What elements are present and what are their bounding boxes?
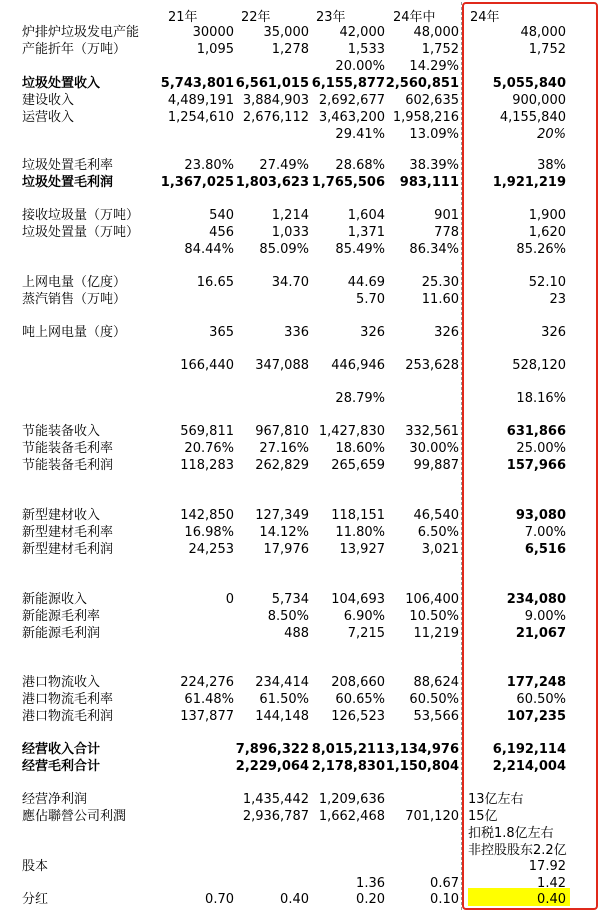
cell-3: 1,533 (347, 42, 385, 57)
cell-2: 2,229,064 (235, 759, 309, 774)
cell-3: 29.41% (335, 127, 385, 142)
cell-4: 901 (434, 208, 459, 223)
cell-3: 1,662,468 (318, 809, 385, 824)
cell-5: 1.42 (537, 876, 566, 891)
cell-3: 208,660 (331, 675, 385, 690)
note-text: 15亿 (468, 809, 498, 824)
cell-3: 42,000 (339, 25, 385, 40)
row-label: 新能源收入 (22, 592, 88, 607)
cell-4: 983,111 (399, 175, 459, 190)
cell-1: 569,811 (180, 424, 234, 439)
cell-4: 3,021 (421, 542, 459, 557)
cell-4: 88,624 (413, 675, 459, 690)
cell-4: 778 (434, 225, 459, 240)
cell-3: 6,155,877 (311, 76, 385, 91)
cell-5: 5,055,840 (492, 76, 566, 91)
row-label: 垃圾处置毛利润 (22, 175, 114, 190)
table-row (0, 224, 606, 241)
header-24h: 24年中 (393, 10, 436, 25)
cell-5: 4,155,840 (499, 110, 566, 125)
cell-1: 118,283 (180, 458, 234, 473)
table-row (0, 591, 606, 608)
row-label: 蒸汽销售（万吨） (22, 292, 127, 307)
row-label: 新能源毛利率 (22, 609, 101, 624)
cell-3: 8,015,211 (311, 742, 385, 757)
cell-2: 144,148 (255, 709, 309, 724)
cell-1: 0 (225, 592, 234, 607)
row-label: 节能装备收入 (22, 424, 101, 439)
row-label: 运营收入 (22, 110, 75, 125)
header-21: 21年 (168, 10, 198, 25)
cell-1: 456 (209, 225, 234, 240)
cell-2: 234,414 (255, 675, 309, 690)
cell-1: 5,743,801 (160, 76, 234, 91)
row-label: 经营收入合计 (22, 742, 101, 757)
cell-1: 224,276 (180, 675, 234, 690)
cell-2: 27.49% (259, 158, 309, 173)
cell-1: 137,877 (180, 709, 234, 724)
cell-4: 86.34% (409, 242, 459, 257)
cell-4: 53,566 (413, 709, 459, 724)
cell-2: 27.16% (259, 441, 309, 456)
cell-5: 1,900 (528, 208, 566, 223)
row-label: 港口物流毛利润 (22, 709, 114, 724)
cell-5: 157,966 (506, 458, 566, 473)
table-row (0, 241, 606, 258)
note-text: 13亿左右 (468, 792, 524, 807)
row-label: 新型建材毛利率 (22, 525, 114, 540)
cell-4: 3,134,976 (385, 742, 459, 757)
cell-3: 126,523 (331, 709, 385, 724)
table-row (0, 858, 606, 875)
cell-1: 16.65 (196, 275, 234, 290)
cell-5: 900,000 (512, 93, 566, 108)
row-label: 经营净利润 (22, 792, 88, 807)
table-row (0, 390, 606, 407)
row-label: 上网电量（亿度） (22, 275, 127, 290)
cell-1: 540 (209, 208, 234, 223)
cell-5: 48,000 (520, 25, 566, 40)
cell-4: 60.50% (409, 692, 459, 707)
cell-4: 602,635 (405, 93, 459, 108)
cell-3: 28.79% (335, 391, 385, 406)
row-label: 节能装备毛利率 (22, 441, 114, 456)
cell-2: 35,000 (263, 25, 309, 40)
cell-3: 7,215 (347, 626, 385, 641)
table-row (0, 825, 606, 842)
cell-3: 20.00% (335, 59, 385, 74)
cell-4: 10.50% (409, 609, 459, 624)
cell-2: 967,810 (255, 424, 309, 439)
cell-5: 1,620 (528, 225, 566, 240)
row-label: 新型建材毛利润 (22, 542, 114, 557)
cell-5: 52.10 (528, 275, 566, 290)
cell-5: 528,120 (512, 358, 566, 373)
row-label: 分红 (22, 892, 49, 907)
cell-4: 6.50% (417, 525, 459, 540)
cell-4: 25.30 (421, 275, 459, 290)
note-text: 扣税1.8亿左右 (468, 826, 554, 841)
cell-2: 347,088 (255, 358, 309, 373)
cell-3: 3,463,200 (318, 110, 385, 125)
cell-4: 46,540 (413, 508, 459, 523)
cell-2: 336 (284, 325, 309, 340)
cell-4: 11,219 (413, 626, 459, 641)
cell-3: 446,946 (331, 358, 385, 373)
cell-5: 38% (537, 158, 566, 173)
table-row (0, 507, 606, 524)
table-row (0, 674, 606, 691)
row-label: 建设收入 (22, 93, 75, 108)
row-label: 接收垃圾量（万吨） (22, 208, 140, 223)
table-row (0, 207, 606, 224)
cell-1: 16.98% (184, 525, 234, 540)
table-row (0, 174, 606, 191)
cell-3: 11.80% (335, 525, 385, 540)
cell-2: 1,214 (271, 208, 309, 223)
cell-1: 84.44% (184, 242, 234, 257)
cell-5: 631,866 (506, 424, 566, 439)
cell-3: 1,765,506 (311, 175, 385, 190)
cell-5: 25.00% (516, 441, 566, 456)
cell-3: 6.90% (343, 609, 385, 624)
cell-2: 61.50% (259, 692, 309, 707)
row-label: 應佔聯營公司利潤 (22, 809, 127, 824)
cell-3: 104,693 (331, 592, 385, 607)
table-row (0, 324, 606, 341)
cell-4: 38.39% (409, 158, 459, 173)
row-label: 节能装备毛利润 (22, 458, 114, 473)
table-row (0, 608, 606, 625)
cell-5: 6,192,114 (492, 742, 566, 757)
row-label: 垃圾处置毛利率 (22, 158, 114, 173)
table-row (0, 842, 606, 859)
cell-3: 5.70 (356, 292, 385, 307)
cell-3: 2,692,677 (318, 93, 385, 108)
cell-4: 1,150,804 (385, 759, 459, 774)
table-row (0, 708, 606, 725)
cell-5: 85.26% (516, 242, 566, 257)
cell-2: 1,435,442 (242, 792, 309, 807)
cell-4: 14.29% (409, 59, 459, 74)
cell-4: 13.09% (409, 127, 459, 142)
row-label: 炉排炉垃圾发电产能 (22, 25, 140, 40)
cell-4: 253,628 (405, 358, 459, 373)
table-row (0, 524, 606, 541)
row-label: 港口物流收入 (22, 675, 101, 690)
cell-4: 332,561 (405, 424, 459, 439)
cell-5: 17.92 (528, 859, 566, 874)
cell-1: 142,850 (180, 508, 234, 523)
cell-2: 85.09% (259, 242, 309, 257)
cell-3: 1.36 (356, 876, 385, 891)
table-row (0, 891, 606, 908)
cell-4: 30.00% (409, 441, 459, 456)
cell-3: 2,178,830 (311, 759, 385, 774)
cell-2: 0.40 (280, 892, 309, 907)
cell-2: 6,561,015 (235, 76, 309, 91)
table-row (0, 58, 606, 75)
cell-2: 34.70 (271, 275, 309, 290)
table-row (0, 75, 606, 92)
cell-2: 1,033 (271, 225, 309, 240)
cell-3: 28.68% (335, 158, 385, 173)
cell-1: 23.80% (184, 158, 234, 173)
table-row (0, 92, 606, 109)
cell-1: 1,095 (196, 42, 234, 57)
cell-2: 5,734 (271, 592, 309, 607)
cell-4: 11.60 (421, 292, 459, 307)
table-row (0, 875, 606, 892)
cell-1: 0.70 (205, 892, 234, 907)
cell-3: 1,427,830 (318, 424, 385, 439)
cell-5: 18.16% (516, 391, 566, 406)
row-label: 港口物流毛利率 (22, 692, 114, 707)
table-row (0, 291, 606, 308)
table-row (0, 625, 606, 642)
cell-4: 1,958,216 (392, 110, 459, 125)
table-row (0, 758, 606, 775)
table-row (0, 808, 606, 825)
row-label: 产能折年（万吨） (22, 42, 127, 57)
cell-5: 20% (537, 127, 566, 142)
cell-4: 0.10 (430, 892, 459, 907)
cell-3: 265,659 (331, 458, 385, 473)
row-label: 吨上网电量（度） (22, 325, 127, 340)
cell-4: 48,000 (413, 25, 459, 40)
cell-4: 326 (434, 325, 459, 340)
cell-5: 1,921,219 (492, 175, 566, 190)
cell-5: 21,067 (515, 626, 566, 641)
cell-1: 166,440 (180, 358, 234, 373)
cell-3: 326 (360, 325, 385, 340)
cell-4: 1,752 (421, 42, 459, 57)
cell-3: 0.20 (356, 892, 385, 907)
row-label: 经营毛利合计 (22, 759, 101, 774)
cell-2: 2,936,787 (242, 809, 309, 824)
table-row (0, 157, 606, 174)
row-label: 新能源毛利润 (22, 626, 101, 641)
table-row (0, 41, 606, 58)
cell-2: 17,976 (263, 542, 309, 557)
cell-2: 2,676,112 (242, 110, 309, 125)
header-23: 23年 (316, 10, 346, 25)
cell-2: 127,349 (255, 508, 309, 523)
cell-3: 18.60% (335, 441, 385, 456)
table-row (0, 357, 606, 374)
cell-2: 14.12% (259, 525, 309, 540)
cell-4: 106,400 (405, 592, 459, 607)
cell-5: 234,080 (506, 592, 566, 607)
table-row (0, 423, 606, 440)
cell-1: 1,367,025 (160, 175, 234, 190)
cell-5: 60.50% (516, 692, 566, 707)
table-row (0, 541, 606, 558)
table-row (0, 741, 606, 758)
row-label: 垃圾处置收入 (22, 76, 101, 91)
table-row (0, 457, 606, 474)
cell-2: 3,884,903 (242, 93, 309, 108)
cell-1: 30000 (192, 25, 234, 40)
cell-5: 93,080 (515, 508, 566, 523)
cell-5: 9.00% (524, 609, 566, 624)
cell-5: 7.00% (524, 525, 566, 540)
table-row (0, 274, 606, 291)
cell-2: 1,278 (271, 42, 309, 57)
cell-4: 2,560,851 (385, 76, 459, 91)
cell-1: 61.48% (184, 692, 234, 707)
cell-4: 701,120 (405, 809, 459, 824)
cell-2: 1,803,623 (235, 175, 309, 190)
cell-1: 20.76% (184, 441, 234, 456)
header-24: 24年 (470, 10, 500, 25)
cell-3: 1,604 (347, 208, 385, 223)
note-text: 非控股股东2.2亿 (468, 843, 567, 858)
cell-2: 7,896,322 (235, 742, 309, 757)
cell-2: 488 (284, 626, 309, 641)
cell-1: 1,254,610 (167, 110, 234, 125)
table-row (0, 24, 606, 41)
header-22: 22年 (241, 10, 271, 25)
table-row (0, 109, 606, 126)
cell-5: 6,516 (524, 542, 566, 557)
cell-5: 107,235 (506, 709, 566, 724)
table-row (0, 691, 606, 708)
row-label: 股本 (22, 859, 49, 874)
cell-2: 8.50% (267, 609, 309, 624)
cell-1: 365 (209, 325, 234, 340)
cell-3: 85.49% (335, 242, 385, 257)
cell-1: 24,253 (188, 542, 234, 557)
cell-5: 1,752 (528, 42, 566, 57)
cell-3: 13,927 (339, 542, 385, 557)
table-row (0, 126, 606, 143)
cell-3: 118,151 (331, 508, 385, 523)
cell-5: 0.40 (537, 892, 566, 907)
cell-5: 326 (541, 325, 566, 340)
table-row (0, 440, 606, 457)
cell-5: 23 (549, 292, 566, 307)
cell-3: 1,371 (347, 225, 385, 240)
cell-5: 177,248 (506, 675, 566, 690)
row-label: 垃圾处置量（万吨） (22, 225, 140, 240)
cell-4: 0.67 (430, 876, 459, 891)
cell-5: 2,214,004 (492, 759, 566, 774)
row-label: 新型建材收入 (22, 508, 101, 523)
cell-2: 262,829 (255, 458, 309, 473)
cell-4: 99,887 (413, 458, 459, 473)
table-row (0, 791, 606, 808)
cell-3: 44.69 (347, 275, 385, 290)
cell-3: 1,209,636 (318, 792, 385, 807)
cell-1: 4,489,191 (167, 93, 234, 108)
cell-3: 60.65% (335, 692, 385, 707)
